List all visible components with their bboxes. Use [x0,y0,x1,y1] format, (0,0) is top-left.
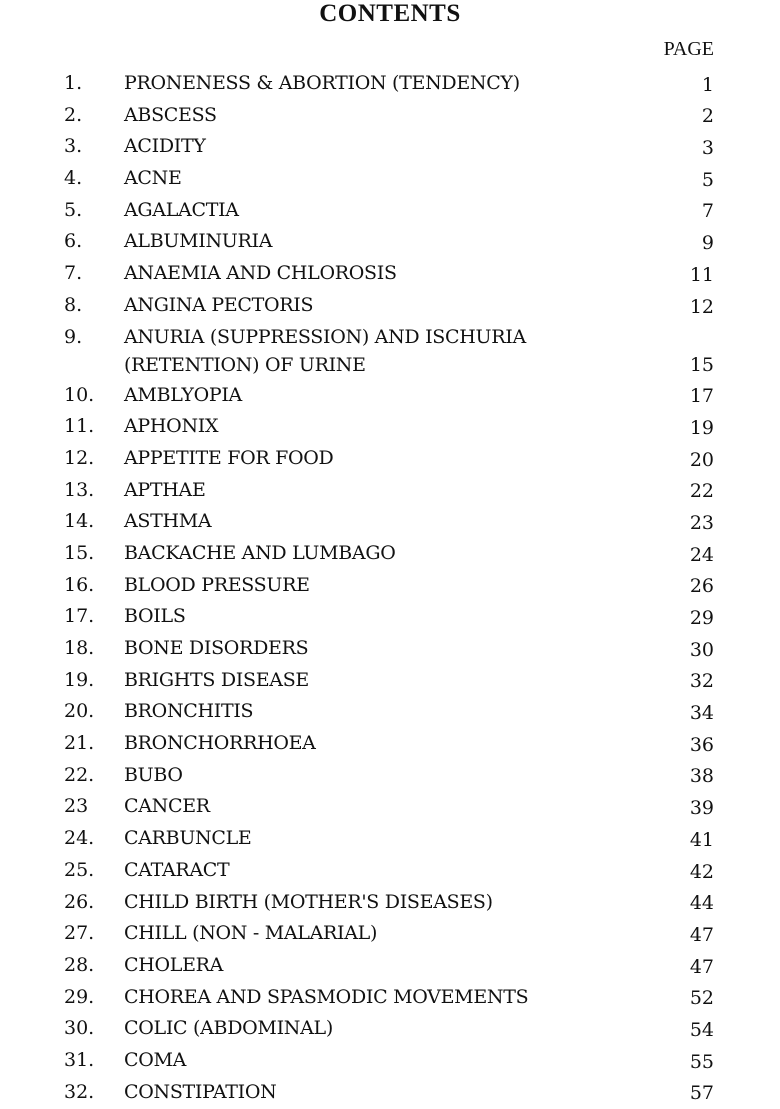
entry-page-number: 15 [689,353,714,376]
entry-page-number: 47 [689,955,714,978]
entry-title [124,888,624,916]
entry-number: 21. [64,732,95,755]
entry-title-line: BUBO [124,763,183,786]
entry-title [124,101,624,129]
entry-title [124,729,624,757]
entry-page-number: 12 [689,295,714,318]
entry-page-number: 41 [689,828,714,851]
entry-title-line: ANGINA PECTORIS [124,293,314,316]
entry-title-line: AGALACTIA [124,198,239,221]
entry-title-line: BRONCHITIS [124,700,254,723]
entry-title [124,634,624,662]
contents-entry [0,983,780,1015]
entry-page-number: 22 [689,480,714,503]
entry-title [124,291,624,319]
entry-title [124,856,624,884]
entry-title-line: ANURIA (SUPPRESSION) AND ISCHURIA [124,325,526,348]
entry-number: 27. [64,922,95,945]
page-title: CONTENTS [319,0,461,27]
entry-page-number: 11 [689,263,714,286]
entry-title [124,824,624,852]
entry-title [124,602,624,630]
entry-page-number: 36 [689,733,714,756]
entry-number: 10. [64,383,95,406]
entry-title [124,571,624,599]
contents-entry [0,888,780,920]
entry-number: 23 [64,795,89,818]
entry-title-line: CHILL (NON - MALARIAL) [124,922,378,945]
entry-page-number: 2 [701,105,714,128]
contents-entry [0,697,780,729]
contents-entry [0,164,780,196]
contents-list [0,69,780,1109]
entry-title [124,132,624,160]
entry-title [124,792,624,820]
entry-title [124,919,624,947]
entry-title [124,1078,624,1106]
entry-title-line: ABSCESS [124,103,217,126]
entry-title-line: BLOOD PRESSURE [124,573,310,596]
entry-title [124,196,624,224]
entry-number: 22. [64,763,95,786]
entry-page-number: 24 [689,543,714,566]
entry-title-line: ANAEMIA AND CHLOROSIS [124,262,397,285]
contents-entry [0,291,780,323]
entry-page-number: 1 [701,73,714,96]
entry-page-number: 26 [689,575,714,598]
entry-number: 8. [64,293,83,316]
entry-page-number: 34 [689,702,714,725]
entry-number: 30. [64,1017,95,1040]
entry-title [124,323,624,379]
contents-entry [0,824,780,856]
entry-title-line: CHOLERA [124,953,224,976]
entry-title [124,69,624,97]
contents-entry [0,951,780,983]
entry-title [124,1046,624,1074]
entry-title [124,227,624,255]
entry-number: 29. [64,985,95,1008]
contents-entry [0,634,780,666]
contents-entry [0,856,780,888]
entry-number: 9. [64,325,83,348]
entry-title-line: COMA [124,1048,187,1071]
entry-page-number: 57 [689,1082,714,1105]
entry-number: 24. [64,827,95,850]
contents-entry [0,792,780,824]
entry-page-number: 9 [701,232,714,255]
entry-title [124,1014,624,1042]
entry-number: 19. [64,668,95,691]
entry-number: 31. [64,1048,95,1071]
entry-title-line: APHONIX [124,415,219,438]
entry-page-number: 19 [689,416,714,439]
entry-number: 18. [64,637,95,659]
entry-title [124,951,624,979]
entry-number: 1. [64,72,83,94]
entry-title-line: COLIC (ABDOMINAL) [124,1017,333,1040]
entry-title [124,476,624,504]
entry-title [124,259,624,287]
entry-page-number: 32 [689,670,714,693]
entry-title [124,164,624,192]
entry-number: 26. [64,890,95,913]
entry-title-line: (RETENTION) OF URINE [124,353,366,376]
entry-page-number: 44 [689,892,714,915]
entry-number: 2. [64,103,83,126]
entry-number: 15. [64,541,95,564]
entry-title-line: APPETITE FOR FOOD [124,446,334,469]
entry-title-line: BACKACHE AND LUMBAGO [124,541,396,564]
contents-entry [0,132,780,164]
entry-page-number: 54 [689,1018,714,1041]
contents-entry [0,259,780,291]
entry-title [124,697,624,725]
contents-entry [0,444,780,476]
entry-number: 12. [64,446,95,469]
contents-entry [0,323,780,381]
entry-number: 25. [64,858,95,881]
contents-entry [0,507,780,539]
entry-page-number: 55 [689,1050,714,1073]
contents-entry [0,1014,780,1046]
entry-title [124,412,624,440]
entry-title [124,983,624,1011]
entry-number: 11. [64,415,95,438]
entry-number: 5. [64,198,83,221]
entry-title-line: CHILD BIRTH (MOTHER'S DISEASES) [124,890,493,913]
entry-title-line: AMBLYOPIA [124,383,242,406]
entry-title [124,539,624,567]
entry-number: 14. [64,510,95,533]
entry-number: 20. [64,700,95,723]
contents-entry [0,381,780,413]
entry-page-number: 47 [689,923,714,946]
contents-entry [0,571,780,603]
entry-page-number: 23 [689,511,714,534]
page-column-heading: PAGE [663,38,714,60]
contents-entry [0,729,780,761]
contents-entry [0,412,780,444]
entry-title [124,761,624,789]
entry-page-number: 42 [689,860,714,883]
contents-entry [0,227,780,259]
entry-number: 28. [64,953,95,976]
contents-entry [0,476,780,508]
entry-title-line: CARBUNCLE [124,827,252,850]
entry-title-line: CANCER [124,795,210,818]
entry-number: 32. [64,1080,95,1103]
contents-entry [0,602,780,634]
entry-page-number: 39 [689,797,714,820]
contents-entry [0,919,780,951]
entry-title-line: ACIDITY [124,135,206,158]
entry-title [124,381,624,409]
entry-number: 13. [64,478,95,501]
contents-entry [0,101,780,133]
entry-number: 3. [64,135,83,158]
entry-number: 4. [64,167,83,190]
entry-title-line: ALBUMINURIA [124,230,273,253]
entry-page-number: 7 [701,200,714,223]
entry-title-line: PRONENESS & ABORTION (TENDENCY) [124,72,520,94]
entry-number: 17. [64,605,95,628]
entry-title-line: CATARACT [124,858,230,881]
entry-title [124,666,624,694]
entry-title-line: BRONCHORRHOEA [124,732,316,755]
contents-entry [0,666,780,698]
contents-entry [0,196,780,228]
entry-title-line: BRIGHTS DISEASE [124,668,309,691]
entry-title-line: APTHAE [124,478,206,501]
entry-page-number: 17 [689,385,714,408]
entry-page-number: 38 [689,765,714,788]
contents-entry [0,761,780,793]
contents-entry [0,1046,780,1078]
entry-title [124,444,624,472]
entry-title-line: BOILS [124,605,186,628]
entry-title [124,507,624,535]
entry-page-number: 30 [689,638,714,661]
entry-title-line: CHOREA AND SPASMODIC MOVEMENTS [124,985,529,1008]
entry-title-line: ACNE [124,167,182,190]
entry-title-line: CONSTIPATION [124,1080,277,1103]
entry-title-line: BONE DISORDERS [124,637,309,659]
entry-title-line: ASTHMA [124,510,212,533]
contents-entry [0,1078,780,1109]
entry-page-number: 20 [689,448,714,471]
entry-page-number: 52 [689,987,714,1010]
entry-number: 16. [64,573,95,596]
contents-entry [0,539,780,571]
contents-entry [0,69,780,101]
entry-page-number: 29 [689,607,714,629]
entry-page-number: 5 [701,168,714,191]
entry-number: 7. [64,262,83,285]
entry-number: 6. [64,230,83,253]
entry-page-number: 3 [701,137,714,160]
